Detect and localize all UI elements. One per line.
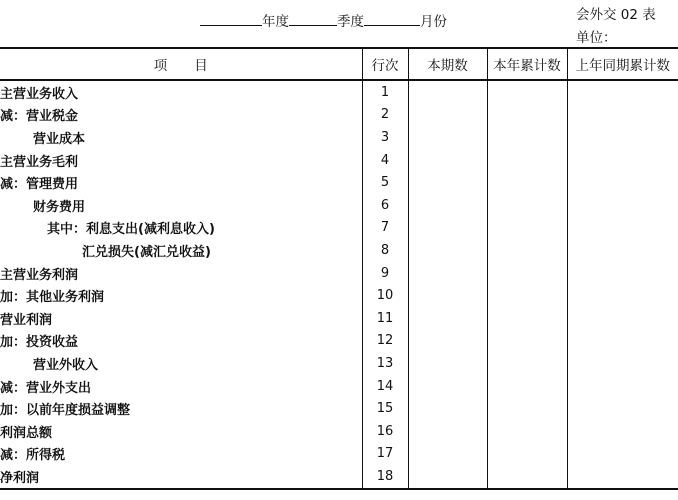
table-row [0,194,678,217]
row-line-number: 8 [362,239,408,262]
cell-ytd[interactable] [487,262,567,285]
cell-current-period[interactable] [408,194,487,217]
quarter-blank[interactable] [289,12,337,26]
cell-prior-year-ytd[interactable] [567,284,678,307]
table-row [0,80,678,104]
row-item-label: 加：投资收益 [0,330,362,353]
cell-ytd[interactable] [487,307,567,330]
cell-current-period[interactable] [408,330,487,353]
cell-prior-year-ytd[interactable] [567,217,678,240]
row-line-number: 3 [362,126,408,149]
table-row [0,307,678,330]
cell-current-period[interactable] [408,239,487,262]
column-header-current-period: 本期数 [408,48,487,80]
row-item-label: 减：管理费用 [0,171,362,194]
cell-current-period[interactable] [408,80,487,104]
row-item-label: 财务费用 [0,194,362,217]
column-header-ytd: 本年累计数 [487,48,567,80]
row-item-label: 其中：利息支出(减利息收入) [0,217,362,240]
year-blank[interactable] [200,12,262,26]
row-line-number: 6 [362,194,408,217]
table-row [0,352,678,375]
cell-prior-year-ytd[interactable] [567,465,678,489]
row-line-number: 16 [362,420,408,443]
row-item-label: 汇兑损失(减汇兑收益) [0,239,362,262]
table-row [0,330,678,353]
cell-ytd[interactable] [487,465,567,489]
table-row [0,171,678,194]
year-label: 年度 [262,14,289,30]
row-line-number: 1 [362,80,408,104]
row-item-label: 利润总额 [0,420,362,443]
cell-prior-year-ytd[interactable] [567,375,678,398]
cell-current-period[interactable] [408,420,487,443]
cell-ytd[interactable] [487,443,567,466]
table-row [0,420,678,443]
cell-ytd[interactable] [487,126,567,149]
row-item-label: 减：营业税金 [0,104,362,127]
cell-current-period[interactable] [408,217,487,240]
month-label: 月份 [420,14,447,30]
cell-prior-year-ytd[interactable] [567,420,678,443]
cell-current-period[interactable] [408,104,487,127]
row-line-number: 14 [362,375,408,398]
row-item-label: 加：其他业务利润 [0,284,362,307]
row-item-label: 营业成本 [0,126,362,149]
cell-current-period[interactable] [408,375,487,398]
row-item-label: 主营业务收入 [0,80,362,104]
row-line-number: 10 [362,284,408,307]
income-statement-table [0,47,678,490]
row-line-number: 9 [362,262,408,285]
cell-current-period[interactable] [408,262,487,285]
row-line-number: 5 [362,171,408,194]
row-item-label: 主营业务利润 [0,262,362,285]
table-row [0,217,678,240]
row-item-label: 减：营业外支出 [0,375,362,398]
cell-current-period[interactable] [408,465,487,489]
cell-ytd[interactable] [487,397,567,420]
row-line-number: 2 [362,104,408,127]
cell-ytd[interactable] [487,194,567,217]
cell-prior-year-ytd[interactable] [567,149,678,172]
cell-ytd[interactable] [487,171,567,194]
cell-prior-year-ytd[interactable] [567,307,678,330]
column-header-item: 项 目 [0,48,362,80]
row-line-number: 18 [362,465,408,489]
cell-current-period[interactable] [408,126,487,149]
row-item-label: 营业外收入 [0,352,362,375]
cell-current-period[interactable] [408,171,487,194]
row-line-number: 4 [362,149,408,172]
cell-prior-year-ytd[interactable] [567,397,678,420]
row-line-number: 17 [362,443,408,466]
cell-current-period[interactable] [408,307,487,330]
cell-ytd[interactable] [487,330,567,353]
table-row [0,104,678,127]
row-item-label: 净利润 [0,465,362,489]
cell-current-period[interactable] [408,284,487,307]
cell-prior-year-ytd[interactable] [567,330,678,353]
row-line-number: 15 [362,397,408,420]
quarter-label: 季度 [337,14,364,30]
table-row [0,465,678,489]
table-row [0,262,678,285]
table-row [0,443,678,466]
cell-prior-year-ytd[interactable] [567,171,678,194]
table-row [0,126,678,149]
cell-current-period[interactable] [408,352,487,375]
cell-ytd[interactable] [487,104,567,127]
unit-label: 单位： [576,30,617,46]
table-row [0,284,678,307]
table-row [0,149,678,172]
table-row [0,375,678,398]
month-blank[interactable] [364,12,420,26]
cell-prior-year-ytd[interactable] [567,262,678,285]
row-item-label: 减：所得税 [0,443,362,466]
cell-ytd[interactable] [487,420,567,443]
cell-ytd[interactable] [487,239,567,262]
column-header-prior-year-ytd: 上年同期累计数 [567,48,678,80]
form-code: 会外交 02 表 [576,7,656,23]
cell-prior-year-ytd[interactable] [567,443,678,466]
table-row [0,239,678,262]
cell-current-period[interactable] [408,397,487,420]
cell-current-period[interactable] [408,149,487,172]
row-line-number: 11 [362,307,408,330]
row-item-label: 加：以前年度损益调整 [0,397,362,420]
cell-ytd[interactable] [487,217,567,240]
cell-prior-year-ytd[interactable] [567,194,678,217]
cell-ytd[interactable] [487,375,567,398]
reporting-period-line [200,10,447,30]
cell-prior-year-ytd[interactable] [567,239,678,262]
table-row [0,397,678,420]
cell-prior-year-ytd[interactable] [567,126,678,149]
cell-prior-year-ytd[interactable] [567,352,678,375]
row-item-label: 营业利润 [0,307,362,330]
row-item-label: 主营业务毛利 [0,149,362,172]
cell-prior-year-ytd[interactable] [567,80,678,104]
row-line-number: 12 [362,330,408,353]
row-line-number: 7 [362,217,408,240]
cell-ytd[interactable] [487,352,567,375]
cell-ytd[interactable] [487,149,567,172]
column-header-line-no: 行次 [362,48,408,80]
cell-prior-year-ytd[interactable] [567,104,678,127]
cell-ytd[interactable] [487,284,567,307]
cell-ytd[interactable] [487,80,567,104]
cell-current-period[interactable] [408,443,487,466]
table-header-row [0,48,678,80]
row-line-number: 13 [362,352,408,375]
